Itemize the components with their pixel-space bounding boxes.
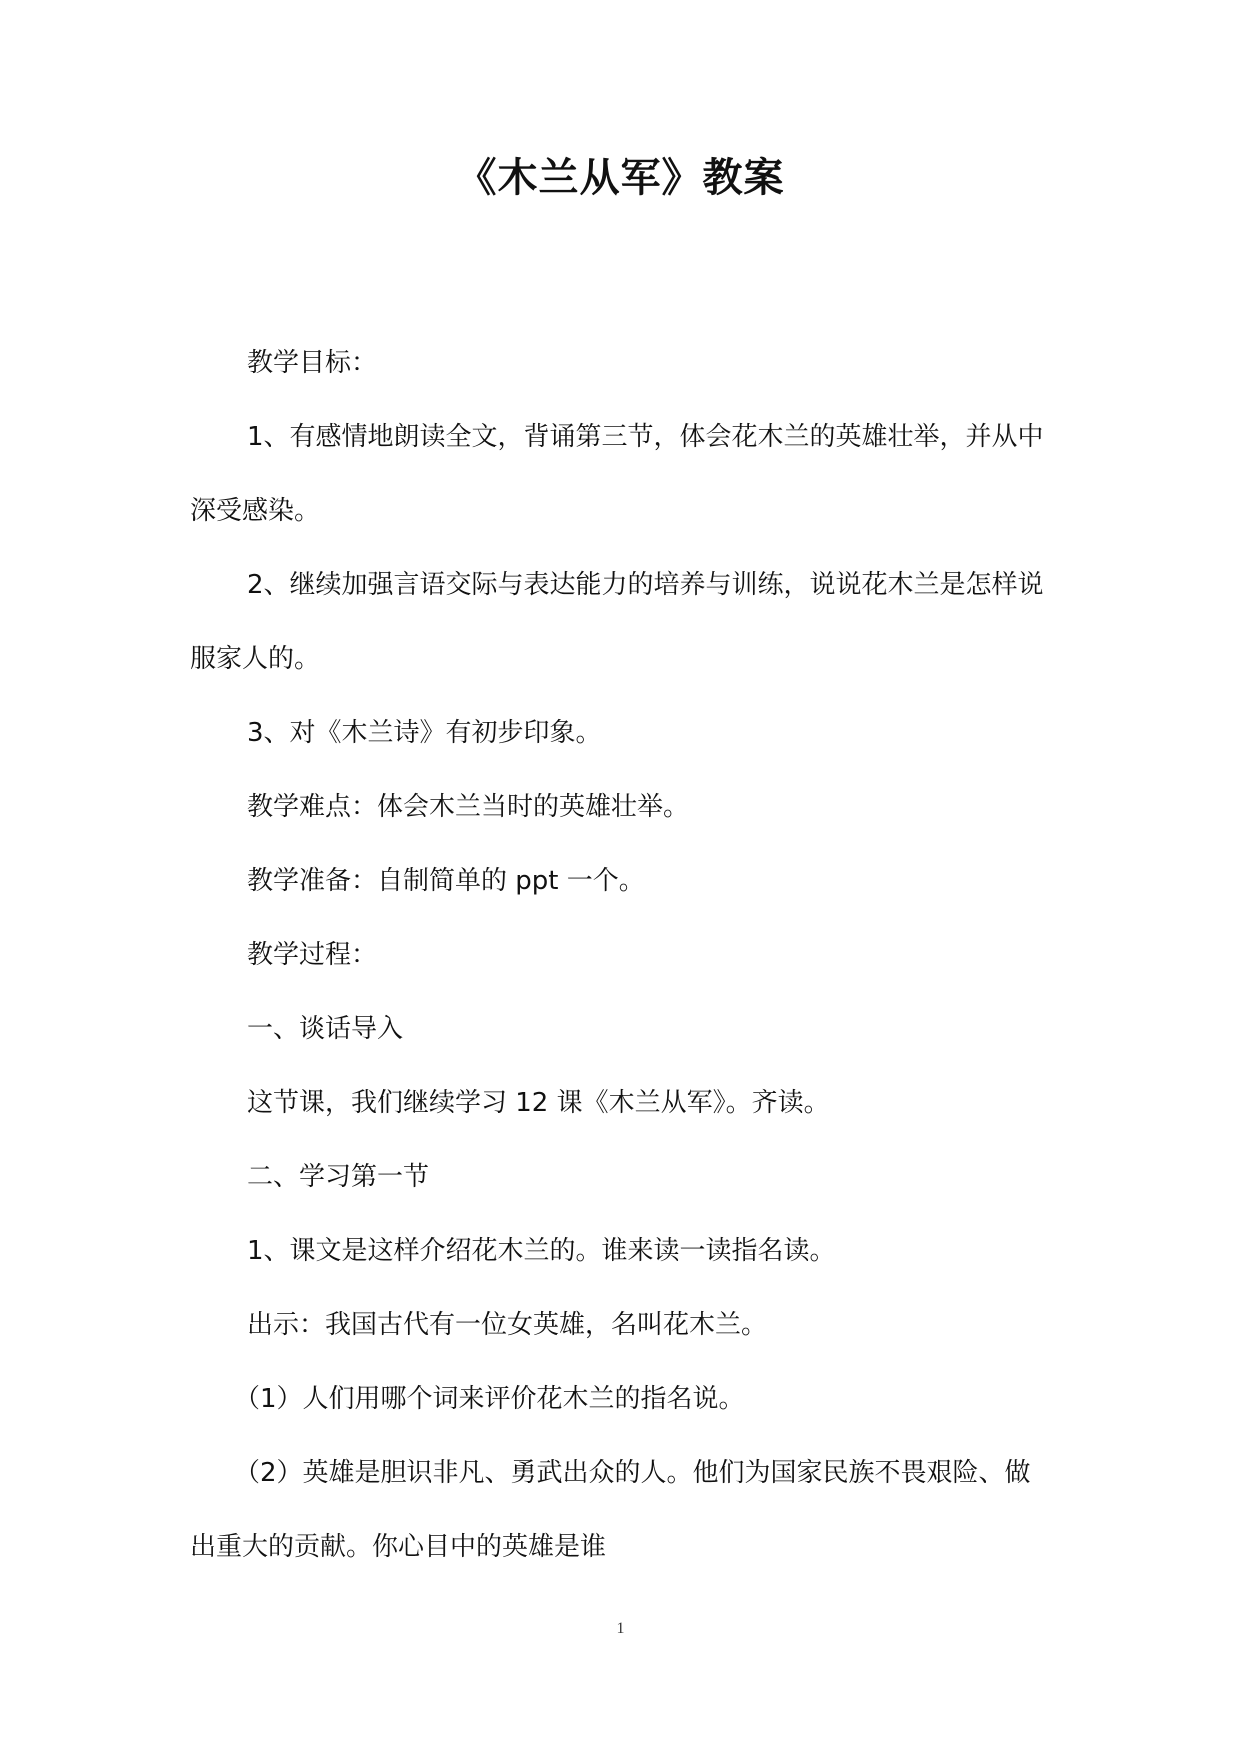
document-title: 《木兰从军》教案 [456, 155, 785, 201]
paragraph-objectives-heading: 教学目标： [247, 348, 378, 378]
paragraph-difficulty: 教学难点：体会木兰当时的英雄壮举。 [247, 792, 690, 822]
paragraph-objective-3: 3、对《木兰诗》有初步印象。 [247, 718, 602, 748]
paragraph-section-1-heading: 一、谈话导入 [247, 1014, 404, 1044]
page-number: 1 [616, 1620, 625, 1637]
paragraph-display: 出示：我国古代有一位女英雄，名叫花木兰。 [247, 1310, 768, 1340]
paragraph-question-2: （2）英雄是胆识非凡、勇武出众的人。他们为国家民族不畏艰险、做出重大的贡献。你心目中的英雄是谁 [190, 1458, 1031, 1562]
paragraph-question-1: （1）人们用哪个词来评价花木兰的指名说。 [234, 1384, 745, 1414]
paragraph-objective-1: 1、有感情地朗读全文，背诵第三节，体会花木兰的英雄壮举，并从中深受感染。 [190, 422, 1044, 526]
paragraph-section-1-text: 这节课，我们继续学习 12 课《木兰从军》。齐读。 [247, 1088, 830, 1118]
paragraph-step-1: 1、课文是这样介绍花木兰的。谁来读一读指名读。 [247, 1236, 836, 1266]
paragraph-preparation: 教学准备：自制简单的 ppt 一个。 [247, 866, 645, 896]
paragraph-objective-2: 2、继续加强言语交际与表达能力的培养与训练，说说花木兰是怎样说服家人的。 [190, 570, 1044, 674]
paragraph-section-2-heading: 二、学习第一节 [247, 1162, 430, 1192]
document-body [190, 326, 1050, 1584]
paragraph-process-heading: 教学过程： [247, 940, 378, 970]
